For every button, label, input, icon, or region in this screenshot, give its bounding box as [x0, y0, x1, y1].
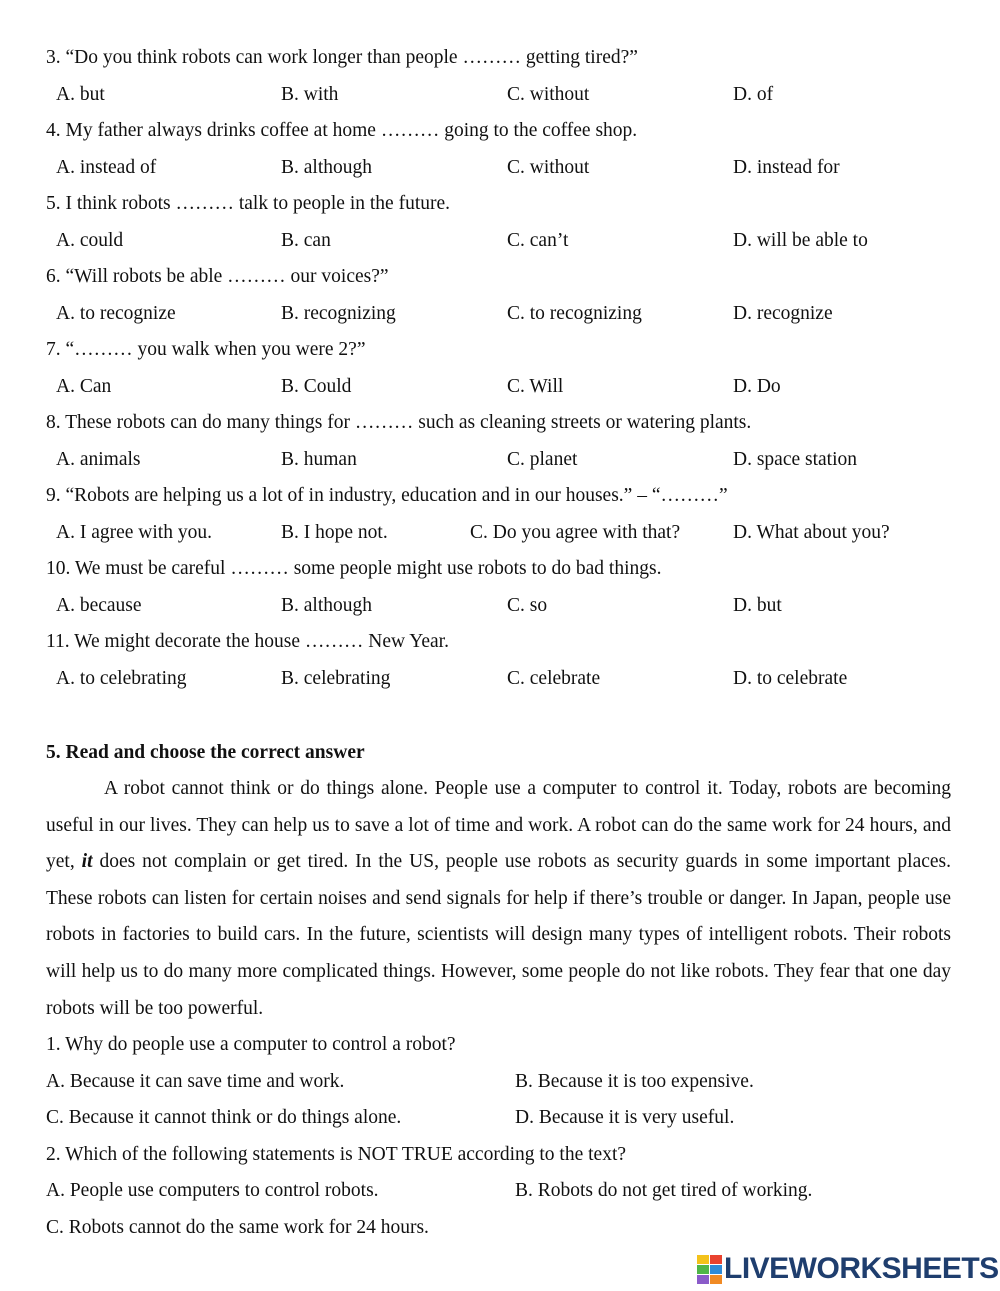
reading-question-1-option-a[interactable]: A. Because it can save time and work.: [46, 1071, 345, 1092]
question-8-option-b[interactable]: B. human: [281, 449, 357, 470]
question-3-option-b[interactable]: B. with: [281, 84, 339, 105]
reading-question-2-option-c[interactable]: C. Robots cannot do the same work for 24 hours.: [46, 1217, 429, 1238]
question-10-option-b[interactable]: B. although: [281, 595, 372, 616]
question-3-stem: 3. “Do you think robots can work longer than people ……… getting tired?”: [46, 47, 638, 68]
passage-part-1: A robot cannot think or do things alone. People use a computer to control it. Today, robots are becoming useful in our lives. They can help us to save a lot of time and work. A robot can do the same work for 24 hours, and yet,: [46, 778, 951, 873]
question-6-stem: 6. “Will robots be able ……… our voices?”: [46, 266, 389, 287]
question-10-option-d[interactable]: D. but: [733, 595, 782, 616]
question-10-option-c[interactable]: C. so: [507, 595, 548, 616]
reading-question-1-stem: 1. Why do people use a computer to control a robot?: [46, 1034, 456, 1055]
question-10-option-a[interactable]: A. because: [56, 595, 142, 616]
logo-tile: [710, 1265, 722, 1274]
question-8-option-a[interactable]: A. animals: [56, 449, 141, 470]
logo-tiles-icon: [697, 1255, 721, 1283]
question-11-option-a[interactable]: A. to celebrating: [56, 668, 187, 689]
reading-question-1-option-c[interactable]: C. Because it cannot think or do things alone.: [46, 1107, 402, 1128]
question-9-option-d[interactable]: D. What about you?: [733, 522, 890, 543]
passage-part-2: does not complain or get tired. In the US, people use robots as security guards in some important places. These robots can listen for certain noises and send signals for help if there’s trouble or danger. In Japan, people use robots in factories to build cars. In the future, scientists will design many types of intelligent robots. Their robots will help us to do many more complicated things. However, some people do not like robots. They fear that one day robots will be too powerful.: [46, 851, 951, 1019]
reading-question-2-option-a[interactable]: A. People use computers to control robots.: [46, 1180, 379, 1201]
question-5-option-c[interactable]: C. can’t: [507, 230, 569, 251]
question-6-option-b[interactable]: B. recognizing: [281, 303, 396, 324]
reading-passage: [46, 771, 951, 1027]
question-8-stem: 8. These robots can do many things for ……… such as cleaning streets or watering plants.: [46, 412, 752, 433]
logo-text: LIVEWORKSHEETS: [724, 1252, 999, 1285]
section-5-heading: 5. Read and choose the correct answer: [46, 742, 365, 763]
question-3-option-d[interactable]: D. of: [733, 84, 774, 105]
reading-question-1-option-d[interactable]: D. Because it is very useful.: [515, 1107, 735, 1128]
question-6-option-a[interactable]: A. to recognize: [56, 303, 176, 324]
question-5-option-d[interactable]: D. will be able to: [733, 230, 868, 251]
reading-question-2-option-b[interactable]: B. Robots do not get tired of working.: [515, 1180, 813, 1201]
question-6-option-c[interactable]: C. to recognizing: [507, 303, 642, 324]
question-7-option-c[interactable]: C. Will: [507, 376, 564, 397]
question-7-option-b[interactable]: B. Could: [281, 376, 352, 397]
logo-tile: [710, 1275, 722, 1284]
question-10-stem: 10. We must be careful ……… some people might use robots to do bad things.: [46, 558, 662, 579]
question-3-option-a[interactable]: A. but: [56, 84, 105, 105]
liveworksheets-logo: [697, 1252, 999, 1286]
question-4-option-b[interactable]: B. although: [281, 157, 372, 178]
logo-tile: [710, 1255, 722, 1264]
reading-question-2-stem: 2. Which of the following statements is NOT TRUE according to the text?: [46, 1144, 627, 1165]
question-9-option-b[interactable]: B. I hope not.: [281, 522, 388, 543]
logo-tile: [697, 1255, 709, 1264]
question-11-option-c[interactable]: C. celebrate: [507, 668, 601, 689]
question-4-option-a[interactable]: A. instead of: [56, 157, 157, 178]
question-7-stem: 7. “……… you walk when you were 2?”: [46, 339, 366, 360]
question-7-option-d[interactable]: D. Do: [733, 376, 781, 397]
question-5-stem: 5. I think robots ……… talk to people in the future.: [46, 193, 451, 214]
question-8-option-c[interactable]: C. planet: [507, 449, 578, 470]
question-4-option-c[interactable]: C. without: [507, 157, 590, 178]
question-11-option-d[interactable]: D. to celebrate: [733, 668, 848, 689]
question-7-option-a[interactable]: A. Can: [56, 376, 112, 397]
passage-emphasis-it: it: [81, 851, 93, 873]
question-11-option-b[interactable]: B. celebrating: [281, 668, 391, 689]
logo-tile: [697, 1265, 709, 1274]
question-8-option-d[interactable]: D. space station: [733, 449, 858, 470]
question-4-option-d[interactable]: D. instead for: [733, 157, 840, 178]
question-11-stem: 11. We might decorate the house ……… New Year.: [46, 631, 449, 652]
question-9-option-a[interactable]: A. I agree with you.: [56, 522, 212, 543]
question-6-option-d[interactable]: D. recognize: [733, 303, 833, 324]
question-5-option-b[interactable]: B. can: [281, 230, 331, 251]
question-4-stem: 4. My father always drinks coffee at home ……… going to the coffee shop.: [46, 120, 638, 141]
reading-question-1-option-b[interactable]: B. Because it is too expensive.: [515, 1071, 754, 1092]
logo-tile: [697, 1275, 709, 1284]
question-5-option-a[interactable]: A. could: [56, 230, 124, 251]
question-3-option-c[interactable]: C. without: [507, 84, 590, 105]
question-9-stem: 9. “Robots are helping us a lot of in industry, education and in our houses.” – “………”: [46, 485, 728, 506]
question-9-option-c[interactable]: C. Do you agree with that?: [470, 522, 681, 543]
